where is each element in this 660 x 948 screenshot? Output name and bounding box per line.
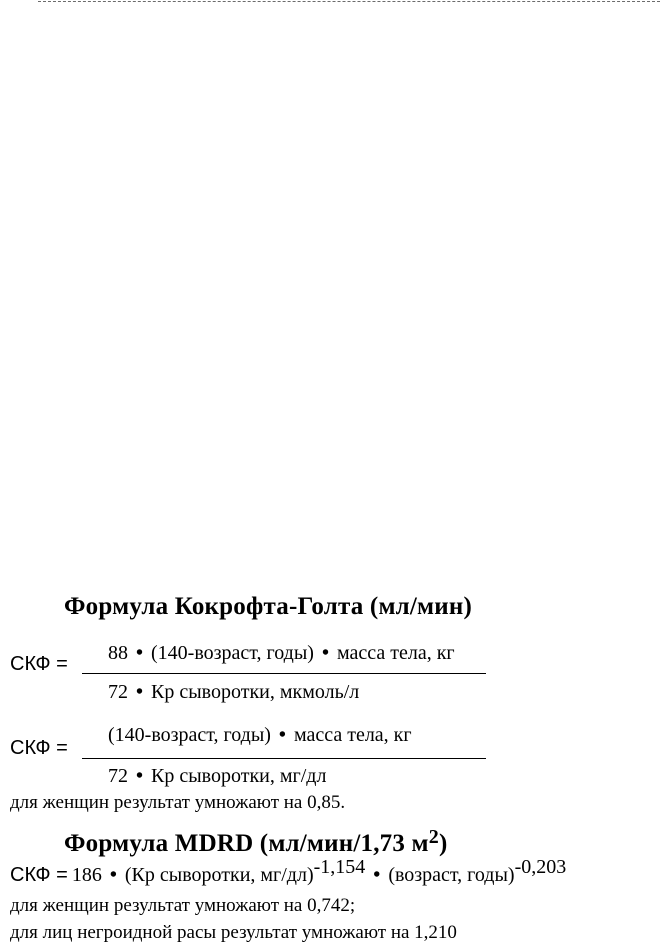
formula2-lhs: СКФ = bbox=[10, 737, 68, 759]
formula1-den-coef: 72 bbox=[108, 681, 128, 703]
mdrd-lhs: СКФ = bbox=[10, 864, 68, 886]
bullet-icon: • bbox=[278, 724, 286, 746]
formula1-num-coef: 88 bbox=[108, 642, 128, 664]
formula1-num-age: (140-возраст, годы) bbox=[151, 642, 314, 664]
formula2-denominator bbox=[108, 765, 326, 788]
mdrd-coef: 186 bbox=[71, 864, 102, 886]
mdrd-heading-main: Формула MDRD (мл/мин/1,73 м bbox=[64, 830, 429, 857]
bullet-icon: • bbox=[373, 864, 381, 886]
mdrd-exp-creat: -1,154 bbox=[313, 856, 366, 878]
formula2-num-mass: масса тела, кг bbox=[293, 724, 412, 746]
mdrd-race-note: для лиц негроидной расы результат умножают на 1,210 bbox=[10, 922, 457, 943]
mdrd-heading-sup: 2 bbox=[428, 826, 439, 848]
bullet-icon: • bbox=[321, 642, 329, 664]
formula1-numerator bbox=[108, 642, 455, 665]
formula1-fraction-bar bbox=[82, 673, 486, 674]
mdrd-term-creat: (Кр сыворотки, мг/дл) bbox=[124, 864, 314, 886]
bullet-icon: • bbox=[136, 642, 144, 664]
bullet-icon: • bbox=[136, 681, 144, 703]
formula1-den-creat: Кр сыворотки, мкмоль/л bbox=[151, 681, 360, 703]
formula2-den-creat: Кр сыворотки, мг/дл bbox=[151, 765, 327, 787]
formula1-denominator bbox=[108, 681, 359, 704]
mdrd-heading bbox=[64, 826, 448, 858]
mdrd-heading-end: ) bbox=[438, 830, 448, 857]
bullet-icon: • bbox=[109, 864, 117, 886]
formula1-num-mass: масса тела, кг bbox=[336, 642, 455, 664]
formula2-num-age: (140-возраст, годы) bbox=[108, 724, 271, 746]
cockcroft-women-note: для женщин результат умножают на 0,85. bbox=[10, 792, 346, 813]
mdrd-formula bbox=[10, 856, 567, 887]
formula2-den-coef: 72 bbox=[108, 765, 128, 787]
formula2-fraction-bar bbox=[82, 758, 486, 759]
bullet-icon: • bbox=[136, 765, 144, 787]
mdrd-women-note: для женщин результат умножают на 0,742; bbox=[10, 895, 356, 916]
cockcroft-gault-heading: Формула Кокрофта-Голта (мл/мин) bbox=[64, 593, 473, 620]
formula1-lhs: СКФ = bbox=[10, 653, 68, 675]
formula2-numerator bbox=[108, 724, 412, 747]
mdrd-exp-age: -0,203 bbox=[514, 856, 567, 878]
mdrd-term-age: (возраст, годы) bbox=[388, 864, 515, 886]
top-dashed-rule bbox=[38, 1, 660, 2]
